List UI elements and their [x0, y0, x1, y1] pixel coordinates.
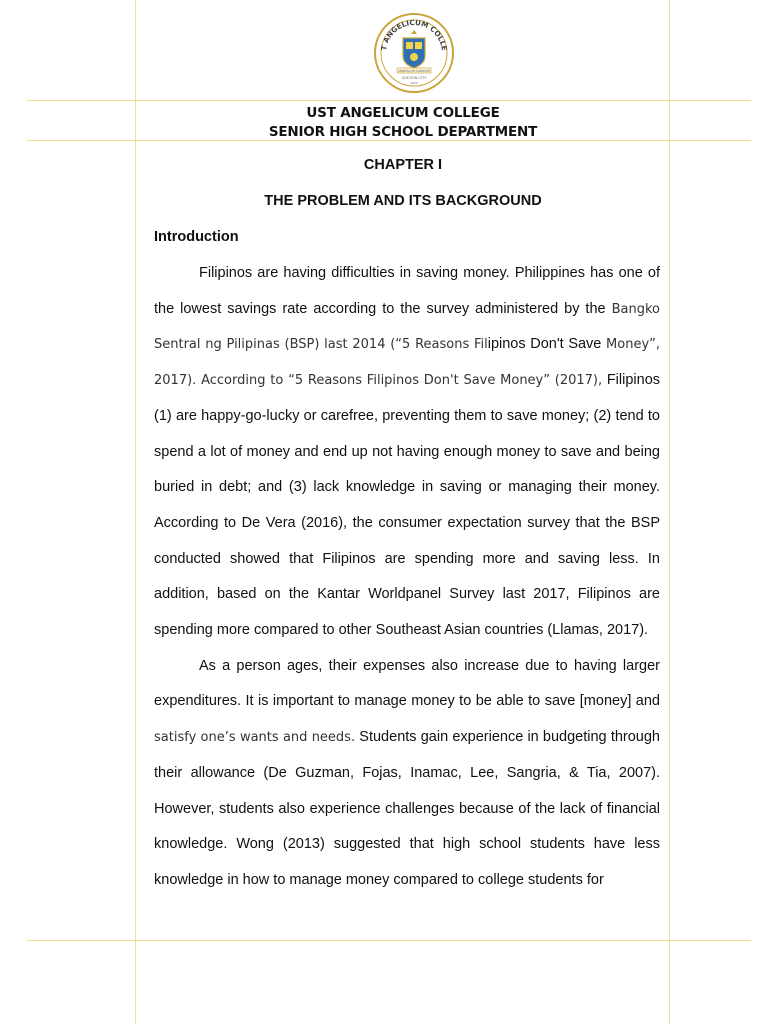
- p2-wants-needs: satisfy one’s wants and needs.: [154, 730, 356, 746]
- p2-remaining-text: Students gain experience in budgeting through their allowance (De Guzman, Fojas, Inamac, Lee, Sangria, & Tia, 2007). However, students also experience challenges because of the lack of financial knowledge. Wong (2013) suggested that high school students have less knowledge in how to manage money compared to college students for: [154, 729, 660, 888]
- header-guide-bottom: [27, 140, 751, 141]
- seal-motto: VERITAS IN CARITATE: [398, 69, 430, 73]
- p1-citation-line: Money”, 2017). According to “5 Reasons Filipinos Don't Save Money” (2017),: [154, 337, 660, 389]
- footer-guide: [27, 940, 751, 941]
- margin-guide-left: [135, 0, 136, 1024]
- p1-remaining-text: Filipinos (1) are happy-go-lucky or carefree, preventing them to save money; (2) tend to spend a lot of money and end up not having enough money to save and being buried in debt; and (3) lack knowledge in saving or managing their money. According to De Vera (2016), the consumer expectation survey that the BSP conducted showed that Filipinos are spending more and saving less. In addition, based on the Kantar Worldpanel Survey last 2017, Filipinos are spending more compared to other Southeast Asian countries (Llamas, 2017).: [154, 372, 661, 639]
- chapter-number: CHAPTER I: [363, 157, 443, 173]
- p2-sentence-1: As a person ages, their expenses also increase due to having larger expenditures. It is important to manage money to be able to save [money] and: [154, 657, 660, 710]
- college-name-heading: UST ANGELICUM COLLEGE: [306, 105, 500, 121]
- section-heading-introduction: Introduction: [154, 229, 239, 245]
- p1-citation-part: Bangko Sentral ng Pilipinas (BSP) last 2014 (“5 Reasons Fil: [154, 301, 660, 353]
- p1-citation-tail: ipinos Don't Save: [487, 336, 602, 353]
- margin-guide-right: [669, 0, 670, 1024]
- seal-year: 1972: [410, 81, 418, 85]
- seal-city: QUEZON CITY: [401, 76, 427, 80]
- chapter-title: THE PROBLEM AND ITS BACKGROUND: [264, 193, 542, 209]
- department-heading: SENIOR HIGH SCHOOL DEPARTMENT: [268, 124, 538, 140]
- college-seal-icon: [373, 12, 455, 94]
- header-guide-top: [27, 100, 751, 101]
- paragraph-2: [154, 649, 660, 899]
- body-text: [154, 256, 660, 899]
- seal-ring-text: T ANGELICUM COLLE: [379, 17, 449, 52]
- college-seal-logo: [373, 12, 455, 94]
- p1-sentence-1: Filipinos are having difficulties in saving money. Philippines has one of the lowest savings rate according to the survey administered by the: [154, 265, 660, 317]
- paragraph-1: [154, 256, 660, 649]
